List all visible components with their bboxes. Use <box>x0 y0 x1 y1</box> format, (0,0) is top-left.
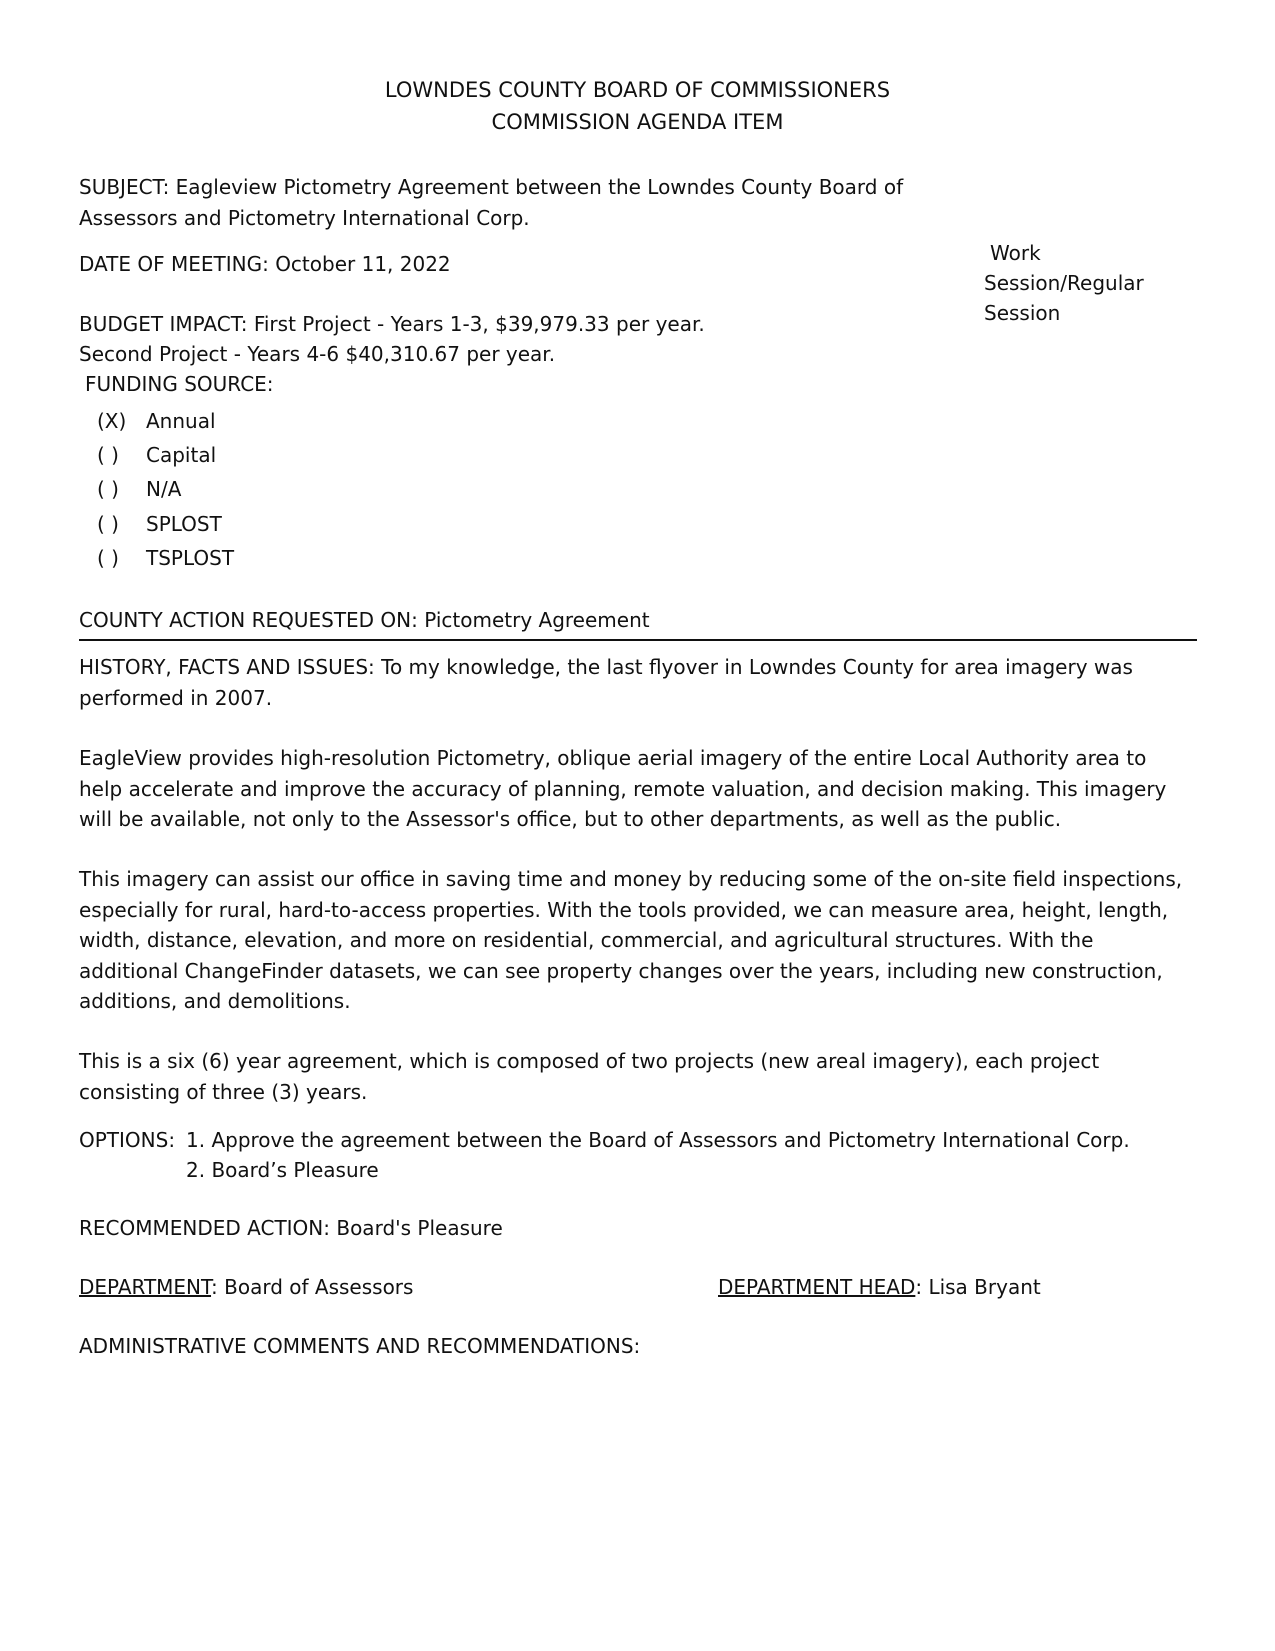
paragraph-line: EagleView provides high-resolution Pictometry, oblique aerial imagery of the entire Local Authority area to <box>79 746 1147 770</box>
paragraph-line: This imagery can assist our office in saving time and money by reducing some of the on-site field inspections, <box>79 867 1183 891</box>
paragraph-line: HISTORY, FACTS AND ISSUES: To my knowledge, the last flyover in Lowndes County for area imagery was <box>79 655 1133 679</box>
paragraph-line: width, distance, elevation, and more on residential, commercial, and agricultural structures. With the <box>79 928 1094 952</box>
session-type-line: Work <box>990 241 1041 265</box>
section-divider <box>79 639 1197 641</box>
agreement-term-paragraph <box>79 1046 1204 1107</box>
session-type-line: Session <box>984 301 1061 325</box>
department-head-field <box>718 1272 1041 1302</box>
option-item: 2. Board’s Pleasure <box>186 1158 379 1182</box>
funding-source-item <box>97 474 181 504</box>
paragraph-line: especially for rural, hard-to-access properties. With the tools provided, we can measure area, height, length, <box>79 897 1169 922</box>
paragraph-line: performed in 2007. <box>79 685 273 710</box>
options-label: OPTIONS: <box>79 1128 176 1152</box>
option-item: 1. Approve the agreement between the Board of Assessors and Pictometry International Corp. <box>186 1128 1130 1152</box>
paragraph-line: will be available, not only to the Assessor's office, but to other departments, as well as the public. <box>79 807 1062 831</box>
document-title: LOWNDES COUNTY BOARD OF COMMISSIONERS <box>384 78 891 102</box>
session-type-line: Session/Regular <box>984 271 1144 295</box>
funding-source-name: N/A <box>146 477 182 501</box>
department-head-value: : Lisa Bryant <box>915 1275 1041 1299</box>
funding-source-name: TSPLOST <box>146 546 235 570</box>
paragraph-line: additional ChangeFinder datasets, we can see property changes over the years, including new construction, <box>79 958 1163 983</box>
history-paragraph <box>79 652 1204 713</box>
funding-checkbox-mark: ( ) <box>97 477 119 501</box>
eagleview-paragraph <box>79 743 1204 835</box>
funding-source-name: Capital <box>146 443 217 467</box>
funding-source-name: SPLOST <box>146 512 222 536</box>
paragraph-line: This is a six (6) year agreement, which is composed of two projects (new areal imagery), each project <box>79 1049 1100 1073</box>
benefits-paragraph <box>79 864 1204 1017</box>
funding-source-item <box>97 440 216 470</box>
department-label: DEPARTMENT <box>79 1275 212 1299</box>
funding-source-item <box>97 543 234 573</box>
department-head-label: DEPARTMENT HEAD <box>718 1275 916 1299</box>
county-action-requested: COUNTY ACTION REQUESTED ON: Pictometry Agreement <box>79 608 650 632</box>
department-field <box>79 1272 413 1302</box>
paragraph-line: help accelerate and improve the accuracy of planning, remote valuation, and decision making. This imagery <box>79 776 1167 801</box>
admin-comments-heading: ADMINISTRATIVE COMMENTS AND RECOMMENDATIONS: <box>79 1334 641 1358</box>
recommended-action: RECOMMENDED ACTION: Board's Pleasure <box>79 1216 503 1240</box>
meeting-date: DATE OF MEETING: October 11, 2022 <box>79 252 451 276</box>
funding-checkbox-mark: (X) <box>97 409 127 433</box>
subject-block <box>79 172 1204 233</box>
subject-line: SUBJECT: Eagleview Pictometry Agreement between the Lowndes County Board of <box>79 175 904 199</box>
paragraph-line: additions, and demolitions. <box>79 989 351 1013</box>
subject-line: Assessors and Pictometry International Corp. <box>79 205 530 230</box>
paragraph-line: consisting of three (3) years. <box>79 1079 368 1104</box>
funding-source-label: FUNDING SOURCE: <box>85 372 274 396</box>
funding-checkbox-mark: ( ) <box>97 443 119 467</box>
funding-source-item <box>97 406 216 436</box>
budget-impact-line: Second Project - Years 4-6 $40,310.67 per year. <box>79 342 556 366</box>
funding-checkbox-mark: ( ) <box>97 546 119 570</box>
funding-source-item <box>97 509 222 539</box>
budget-impact-line: BUDGET IMPACT: First Project - Years 1-3, $39,979.33 per year. <box>79 312 705 336</box>
funding-checkbox-mark: ( ) <box>97 512 119 536</box>
document-subtitle: COMMISSION AGENDA ITEM <box>491 110 784 134</box>
department-value: : Board of Assessors <box>211 1275 414 1299</box>
funding-source-name: Annual <box>146 409 216 433</box>
